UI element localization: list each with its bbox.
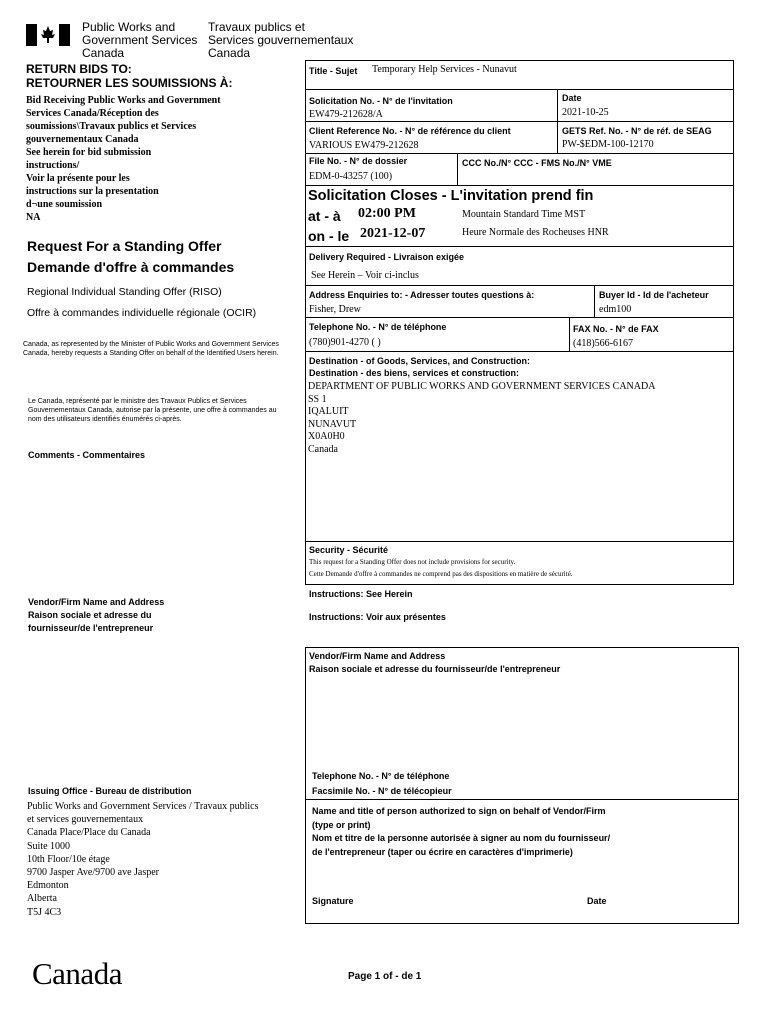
dest-label-2: Destination - des biens, services et construction: (309, 368, 520, 378)
close-time: 02:00 PM (358, 206, 416, 221)
return-bids-address: Bid Receiving Public Works and Government Services Canada/Réception des soumissions\Travaux publics et Services gouvernementaux Canada See herein for bid submission instructions/ Voir la présente pour les instructions sur la presentation d¬une soumission NA (26, 95, 221, 223)
vendor-fax-label: Facsimile No. - N° de télécopieur (312, 786, 452, 796)
signature-date-label: Date (587, 896, 607, 906)
closes-title: Solicitation Closes - L'invitation prend fin (308, 188, 594, 204)
canada-wordmark: Canada (32, 956, 122, 991)
address-enq-value: Fisher, Drew (309, 304, 361, 315)
divider (569, 317, 570, 351)
instructions-en: Instructions: See Herein (309, 589, 413, 599)
dept-fr-line: Travaux publics et (208, 20, 305, 34)
tel-value: (780)901-4270 ( ) (309, 337, 381, 348)
divider (305, 89, 734, 90)
file-value: EDM-0-43257 (100) (309, 171, 393, 182)
close-date: 2021-12-07 (360, 226, 426, 241)
delivery-value: See Herein – Voir ci-inclus (311, 270, 419, 281)
client-ref-value: VARIOUS EW479-212628 (309, 140, 419, 151)
destination-address: DEPARTMENT OF PUBLIC WORKS AND GOVERNMENT SERVICES CANADA SS 1 IQALUIT NUNAVUT X0A0H0 Canada (308, 381, 656, 455)
divider (305, 185, 734, 186)
divider (305, 351, 734, 352)
client-ref-label: Client Reference No. - N° de référence du client (309, 126, 511, 136)
authorized-signer-label: Name and title of person authorized to sign on behalf of Vendor/Firm (type or print) Nom et titre de la personne autorisée à signer au nom du fournisseur/ de l'entrepreneur (taper ou écrire en caractères d'imprimerie) (312, 806, 611, 857)
tz-en: Mountain Standard Time MST (462, 209, 586, 220)
request-desc-en: Canada, as represented by the Minister of Public Works and Government Services Canada, hereby requests a Standing Offer on behalf of the Identified Users herein. (23, 341, 279, 357)
dept-fr-line: Services gouvernementaux (208, 33, 354, 47)
security-fr: Cette Demande d'offre à commandes ne comprend pas des dispositions en matière de sécurité. (309, 570, 573, 578)
address-enq-label: Address Enquiries to: - Adresser toutes questions à: (309, 290, 535, 300)
dept-en-line: Government Services (82, 33, 198, 47)
delivery-label: Delivery Required - Livraison exigée (309, 252, 465, 262)
tz-fr: Heure Normale des Rocheuses HNR (462, 227, 609, 238)
gets-label: GETS Ref. No. - N° de réf. de SEAG (562, 126, 712, 136)
dept-name-en (82, 21, 197, 60)
ccc-label: CCC No./N° CCC - FMS No./N° VME (462, 158, 612, 168)
issuing-office-address: Public Works and Government Services / Travaux publics et services gouvernementaux Canada Place/Place du Canada Suite 1000 10th Floor/10e étage 9700 Jasper Ave/9700 ave Jasper Edmonton Alberta T5J 4C3 (27, 801, 259, 918)
comments-label: Comments - Commentaires (28, 450, 146, 460)
at-label: at - à (308, 208, 341, 224)
return-bids-title: RETURN BIDS TO: RETOURNER LES SOUMISSIONS À: (26, 62, 233, 90)
fax-label: FAX No. - N° de FAX (573, 324, 659, 334)
request-type: Regional Individual Standing Offer (RISO) Offre à commandes individuelle régionale (OCIR) (27, 286, 257, 319)
divider (305, 541, 734, 542)
divider (305, 121, 734, 122)
solicitation-value: EW479-212628/A (309, 109, 383, 120)
request-desc-fr: Le Canada, représenté par le ministre des Travaux Publics et Services Gouvernementaux Canada, autorise par la présente, une offre à commandes au nom des utilisateurs identifiés énumérés ci-après. (28, 398, 277, 423)
tel-label: Telephone No. - N° de téléphone (309, 322, 447, 332)
dest-label-1: Destination - of Goods, Services, and Construction: (309, 356, 531, 366)
date-label: Date (562, 93, 582, 103)
divider (457, 153, 458, 185)
divider (594, 285, 595, 317)
title-label: Title - Sujet (309, 66, 358, 76)
divider (305, 799, 739, 800)
page-number: Page 1 of - de 1 (348, 971, 422, 982)
vendor-left-label: Vendor/Firm Name and Address Raison sociale et adresse du fournisseur/de l'entrepreneur (28, 597, 165, 633)
vendor-tel-label: Telephone No. - N° de téléphone (312, 771, 450, 781)
on-label: on - le (308, 228, 350, 244)
vendor-label-2: Raison sociale et adresse du fournisseur/de l'entrepreneur (309, 664, 561, 674)
title-value: Temporary Help Services - Nunavut (372, 64, 517, 75)
dept-fr-line: Canada (208, 46, 251, 60)
security-label: Security - Sécurité (309, 545, 389, 555)
canada-flag-icon (26, 24, 70, 46)
fax-value: (418)566-6167 (573, 338, 633, 349)
date-value: 2021-10-25 (562, 107, 609, 118)
dept-en-line: Canada (82, 46, 125, 60)
buyer-label: Buyer Id - Id de l'acheteur (599, 290, 709, 300)
divider (305, 317, 734, 318)
dept-en-line: Public Works and (82, 20, 176, 34)
instructions-fr: Instructions: Voir aux présentes (309, 612, 446, 622)
gets-value: PW-$EDM-100-12170 (562, 139, 654, 150)
divider (305, 246, 734, 247)
file-label: File No. - N° de dossier (309, 156, 408, 166)
buyer-value: edm100 (599, 304, 632, 315)
issuing-office-label: Issuing Office - Bureau de distribution (28, 786, 192, 796)
dept-name-fr (208, 21, 353, 60)
solicitation-label: Solicitation No. - N° de l'invitation (309, 96, 453, 106)
divider (305, 153, 734, 154)
vendor-label-1: Vendor/Firm Name and Address (309, 651, 446, 661)
signature-label: Signature (312, 896, 354, 906)
divider (305, 285, 734, 286)
security-en: This request for a Standing Offer does not include provisions for security. (309, 558, 516, 566)
request-title: Request For a Standing Offer Demande d'offre à commandes (27, 238, 235, 275)
